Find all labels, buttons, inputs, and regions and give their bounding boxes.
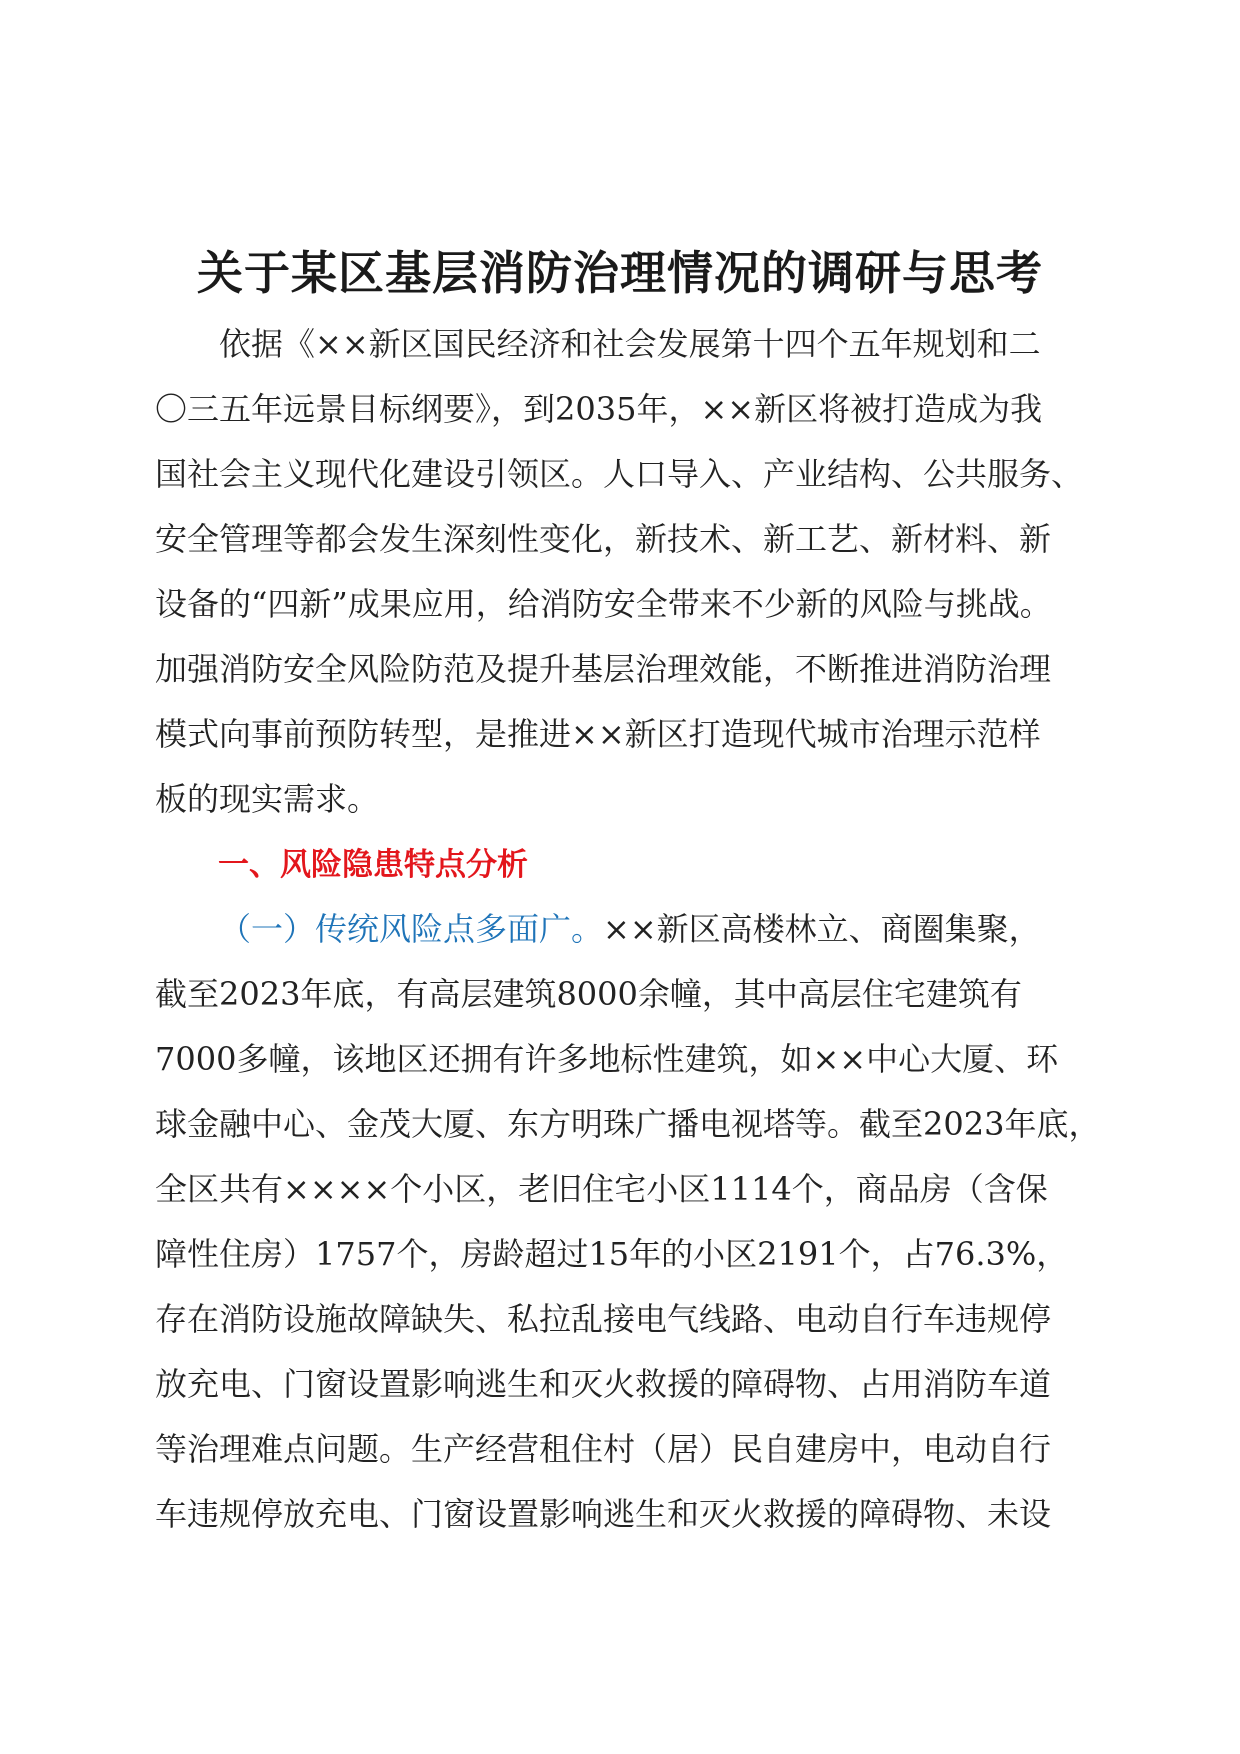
subsection-line: 全区共有××××个小区，老旧住宅小区1114个，商品房（含保 [155,1170,1048,1208]
subsection-line: 障性住房）1757个，房龄超过15年的小区2191个，占76.3%， [155,1235,1069,1273]
intro-line: 〇三五年远景目标纲要》，到2035年，××新区将被打造成为我 [155,390,1043,428]
intro-line: 设备的“四新”成果应用，给消防安全带来不少新的风险与挑战。 [155,585,1052,623]
subsection-heading: （一）传统风险点多面广。 [219,910,604,948]
section-heading: 一、风险隐患特点分析 [218,847,528,883]
intro-line: 安全管理等都会发生深刻性变化，新技术、新工艺、新材料、新 [155,520,1052,558]
subsection-first-line-text: ××新区高楼林立、商圈集聚， [603,910,1041,948]
subsection-line: 截至2023年底，有高层建筑8000余幢，其中高层住宅建筑有 [155,975,1022,1013]
subsection-line: 等治理难点问题。生产经营租住村（居）民自建房中，电动自行 [155,1430,1052,1468]
intro-line: 加强消防安全风险防范及提升基层治理效能，不断推进消防治理 [155,650,1052,688]
intro-line: 板的现实需求。 [155,780,380,818]
subsection-line: 车违规停放充电、门窗设置影响逃生和灭火救援的障碍物、未设 [155,1495,1052,1533]
intro-line: 国社会主义现代化建设引领区。人口导入、产业结构、公共服务、 [155,455,1084,493]
subsection-first-line [155,897,1095,962]
intro-paragraph [155,312,1095,832]
subsection-line: 放充电、门窗设置影响逃生和灭火救援的障碍物、占用消防车道 [155,1365,1052,1403]
document-title: 关于某区基层消防治理情况的调研与思考 [197,245,1043,300]
subsection-paragraph [155,897,1101,1547]
intro-line: 依据《××新区国民经济和社会发展第十四个五年规划和二 [219,325,1041,363]
subsection-line: 球金融中心、金茂大厦、东方明珠广播电视塔等。截至2023年底， [155,1105,1101,1143]
intro-line: 模式向事前预防转型，是推进××新区打造现代城市治理示范样 [155,715,1041,753]
subsection-line: 7000多幢，该地区还拥有许多地标性建筑，如××中心大厦、环 [155,1040,1059,1078]
subsection-line: 存在消防设施故障缺失、私拉乱接电气线路、电动自行车违规停 [155,1300,1052,1338]
